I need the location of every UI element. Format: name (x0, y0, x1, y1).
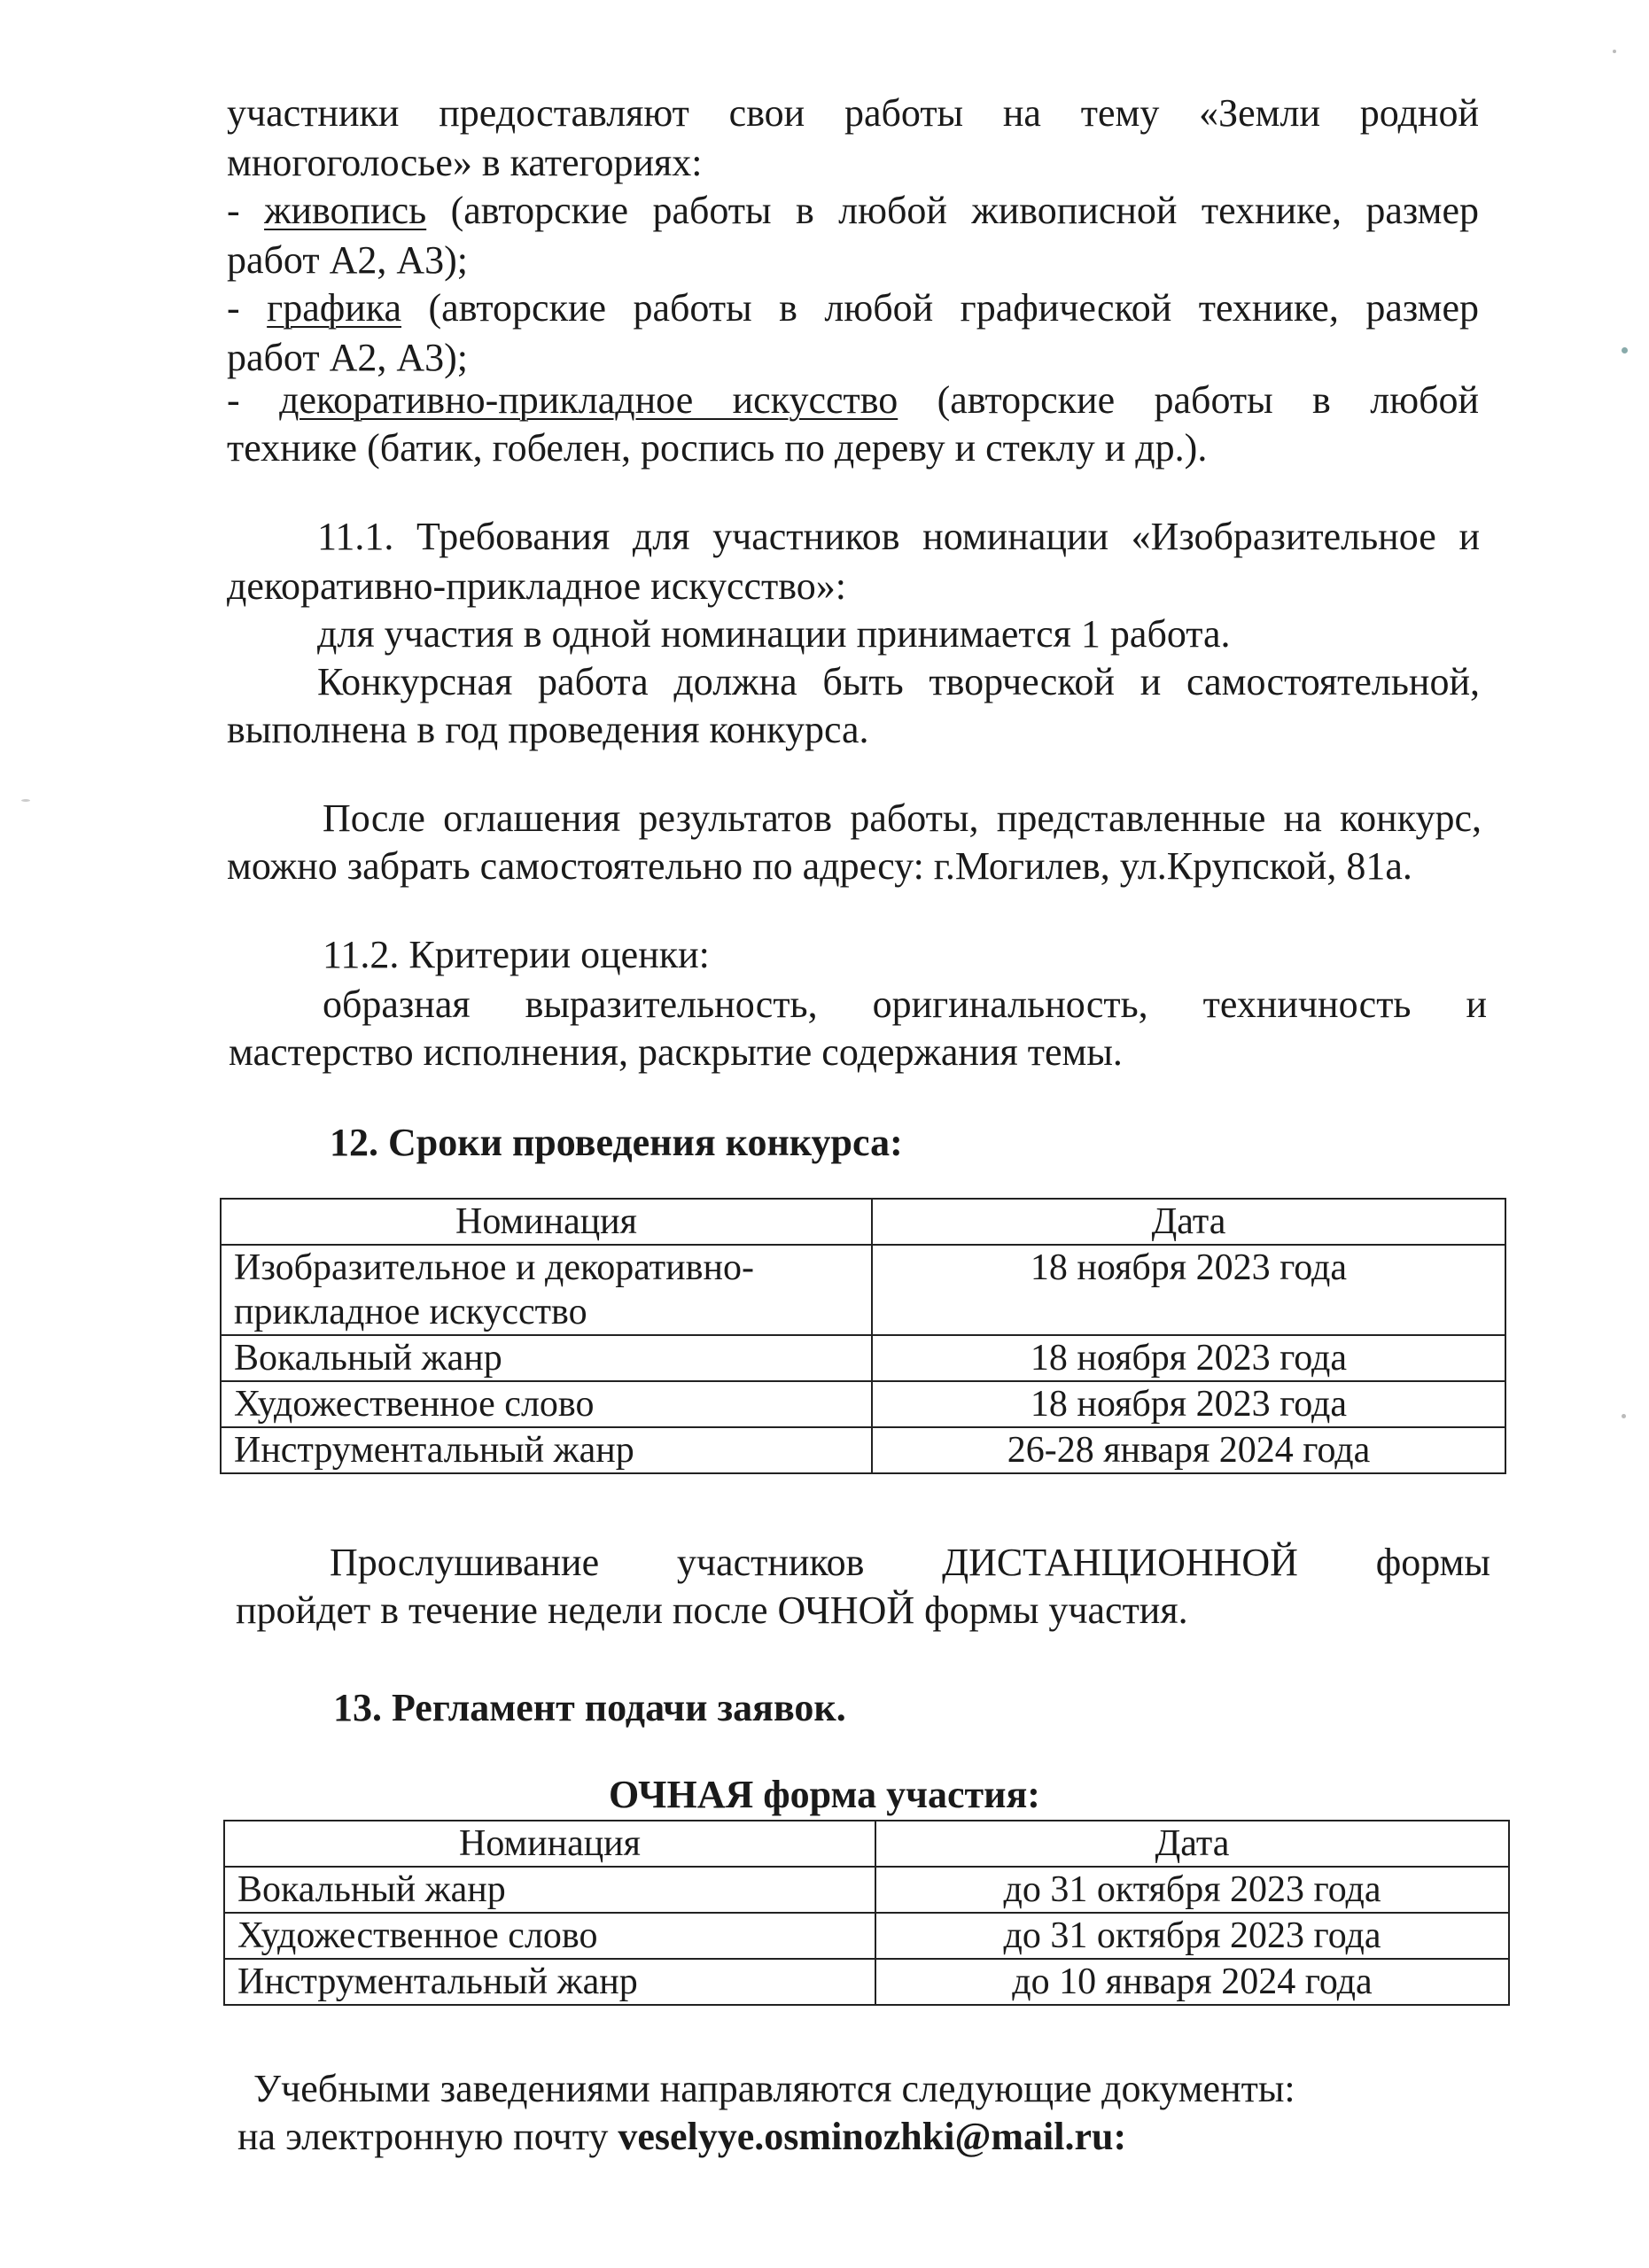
s11-1-line-4: Конкурсная работа должна быть творческой и самостоятельной, (317, 660, 1480, 703)
category-graphics (227, 284, 1479, 333)
s11-2-line-2: образная выразительность, оригинальность, техничность и (323, 983, 1487, 1026)
pickup-line-2: можно забрать самостоятельно по адресу: г.Могилев, ул.Крупской, 81а. (227, 844, 1412, 888)
table-row (221, 1427, 1505, 1473)
category-decorative-cont: технике (батик, гобелен, роспись по дереву и стеклу и др.). (227, 426, 1208, 470)
header-date: Дата (872, 1199, 1505, 1245)
category-painting-cont: работ А2, А3); (227, 238, 468, 282)
s11-1-line-2: декоративно-прикладное искусство»: (227, 564, 846, 608)
documents-line-2 (237, 2112, 1126, 2162)
header-nomination: Номинация (224, 1821, 875, 1867)
remote-note-line-2: пройдет в течение недели после ОЧНОЙ формы участия. (236, 1588, 1188, 1632)
table-row (221, 1245, 1505, 1335)
schedule-table (220, 1198, 1506, 1474)
category-painting (227, 186, 1479, 236)
date-cell: до 31 октября 2023 года (875, 1867, 1509, 1913)
nomination-cell: Инструментальный жанр (224, 1959, 875, 2005)
nomination-cell: Вокальный жанр (221, 1335, 872, 1381)
s11-2-line-1: 11.2. Критерии оценки: (323, 933, 710, 976)
nomination-cell (221, 1245, 872, 1335)
s13-heading: 13. Регламент подачи заявок. (333, 1686, 846, 1729)
table-header-row (221, 1199, 1505, 1245)
nomination-cell: Инструментальный жанр (221, 1427, 872, 1473)
category-graphics-cont: работ А2, А3); (227, 336, 468, 379)
table-row (224, 1913, 1509, 1959)
pickup-line-1: После оглашения результатов работы, представленные на конкурс, (323, 796, 1482, 840)
nomination-cell: Художественное слово (224, 1913, 875, 1959)
category-graphics-desc: (авторские работы в любой графической технике, размер (401, 286, 1479, 330)
scan-speck (1622, 347, 1628, 353)
list-dash: - (227, 189, 240, 232)
date-cell: до 31 октября 2023 года (875, 1913, 1509, 1959)
nomination-cell-line: прикладное искусство (234, 1292, 587, 1332)
email-address[interactable]: veselyye.osminozhki@mail.ru: (618, 2115, 1127, 2158)
s11-2-line-3: мастерство исполнения, раскрытие содержания темы. (229, 1030, 1123, 1074)
intro-line-2: многоголосье» в категориях: (227, 141, 703, 184)
date-cell: 26-28 января 2024 года (872, 1427, 1505, 1473)
date-cell: 18 ноября 2023 года (872, 1381, 1505, 1427)
s11-1-line-1: 11.1. Требования для участников номинации «Изобразительное и (317, 515, 1480, 558)
date-cell: 18 ноября 2023 года (872, 1245, 1505, 1335)
s12-heading: 12. Сроки проведения конкурса: (330, 1121, 903, 1164)
category-painting-term: живопись (264, 189, 427, 232)
date-cell: до 10 января 2024 года (875, 1959, 1509, 2005)
category-graphics-term: графика (267, 286, 402, 330)
table-row (221, 1381, 1505, 1427)
list-dash: - (227, 378, 240, 422)
scan-speck (1622, 1414, 1626, 1418)
intro-line-1: участники предоставляют свои работы на тему «Земли родной (227, 91, 1479, 135)
email-prefix: на электронную почту (237, 2115, 618, 2158)
date-cell: 18 ноября 2023 года (872, 1335, 1505, 1381)
s11-1-line-5: выполнена в год проведения конкурса. (227, 708, 869, 751)
nomination-cell: Художественное слово (221, 1381, 872, 1427)
in-person-subheading: ОЧНАЯ форма участия: (609, 1773, 1040, 1816)
category-painting-desc: (авторские работы в любой живописной технике, размер (426, 189, 1479, 232)
header-nomination: Номинация (221, 1199, 872, 1245)
nomination-cell-line: Изобразительное и декоративно- (234, 1247, 754, 1288)
nomination-cell: Вокальный жанр (224, 1867, 875, 1913)
header-date: Дата (875, 1821, 1509, 1867)
scan-speck (21, 799, 30, 802)
application-deadlines-table (223, 1820, 1510, 2006)
documents-line-1: Учебными заведениями направляются следующие документы: (253, 2067, 1295, 2110)
remote-note-line-1: Прослушивание участников ДИСТАНЦИОННОЙ формы (330, 1541, 1490, 1584)
scan-speck (1613, 50, 1616, 53)
category-decorative (227, 376, 1479, 425)
list-dash: - (227, 286, 240, 330)
s11-1-line-3: для участия в одной номинации принимается 1 работа. (317, 612, 1231, 656)
table-row (224, 1959, 1509, 2005)
category-decorative-term: декоративно-прикладное искусство (279, 378, 898, 422)
table-header-row (224, 1821, 1509, 1867)
table-row (221, 1335, 1505, 1381)
table-row (224, 1867, 1509, 1913)
category-decorative-desc: (авторские работы в любой (898, 378, 1479, 422)
